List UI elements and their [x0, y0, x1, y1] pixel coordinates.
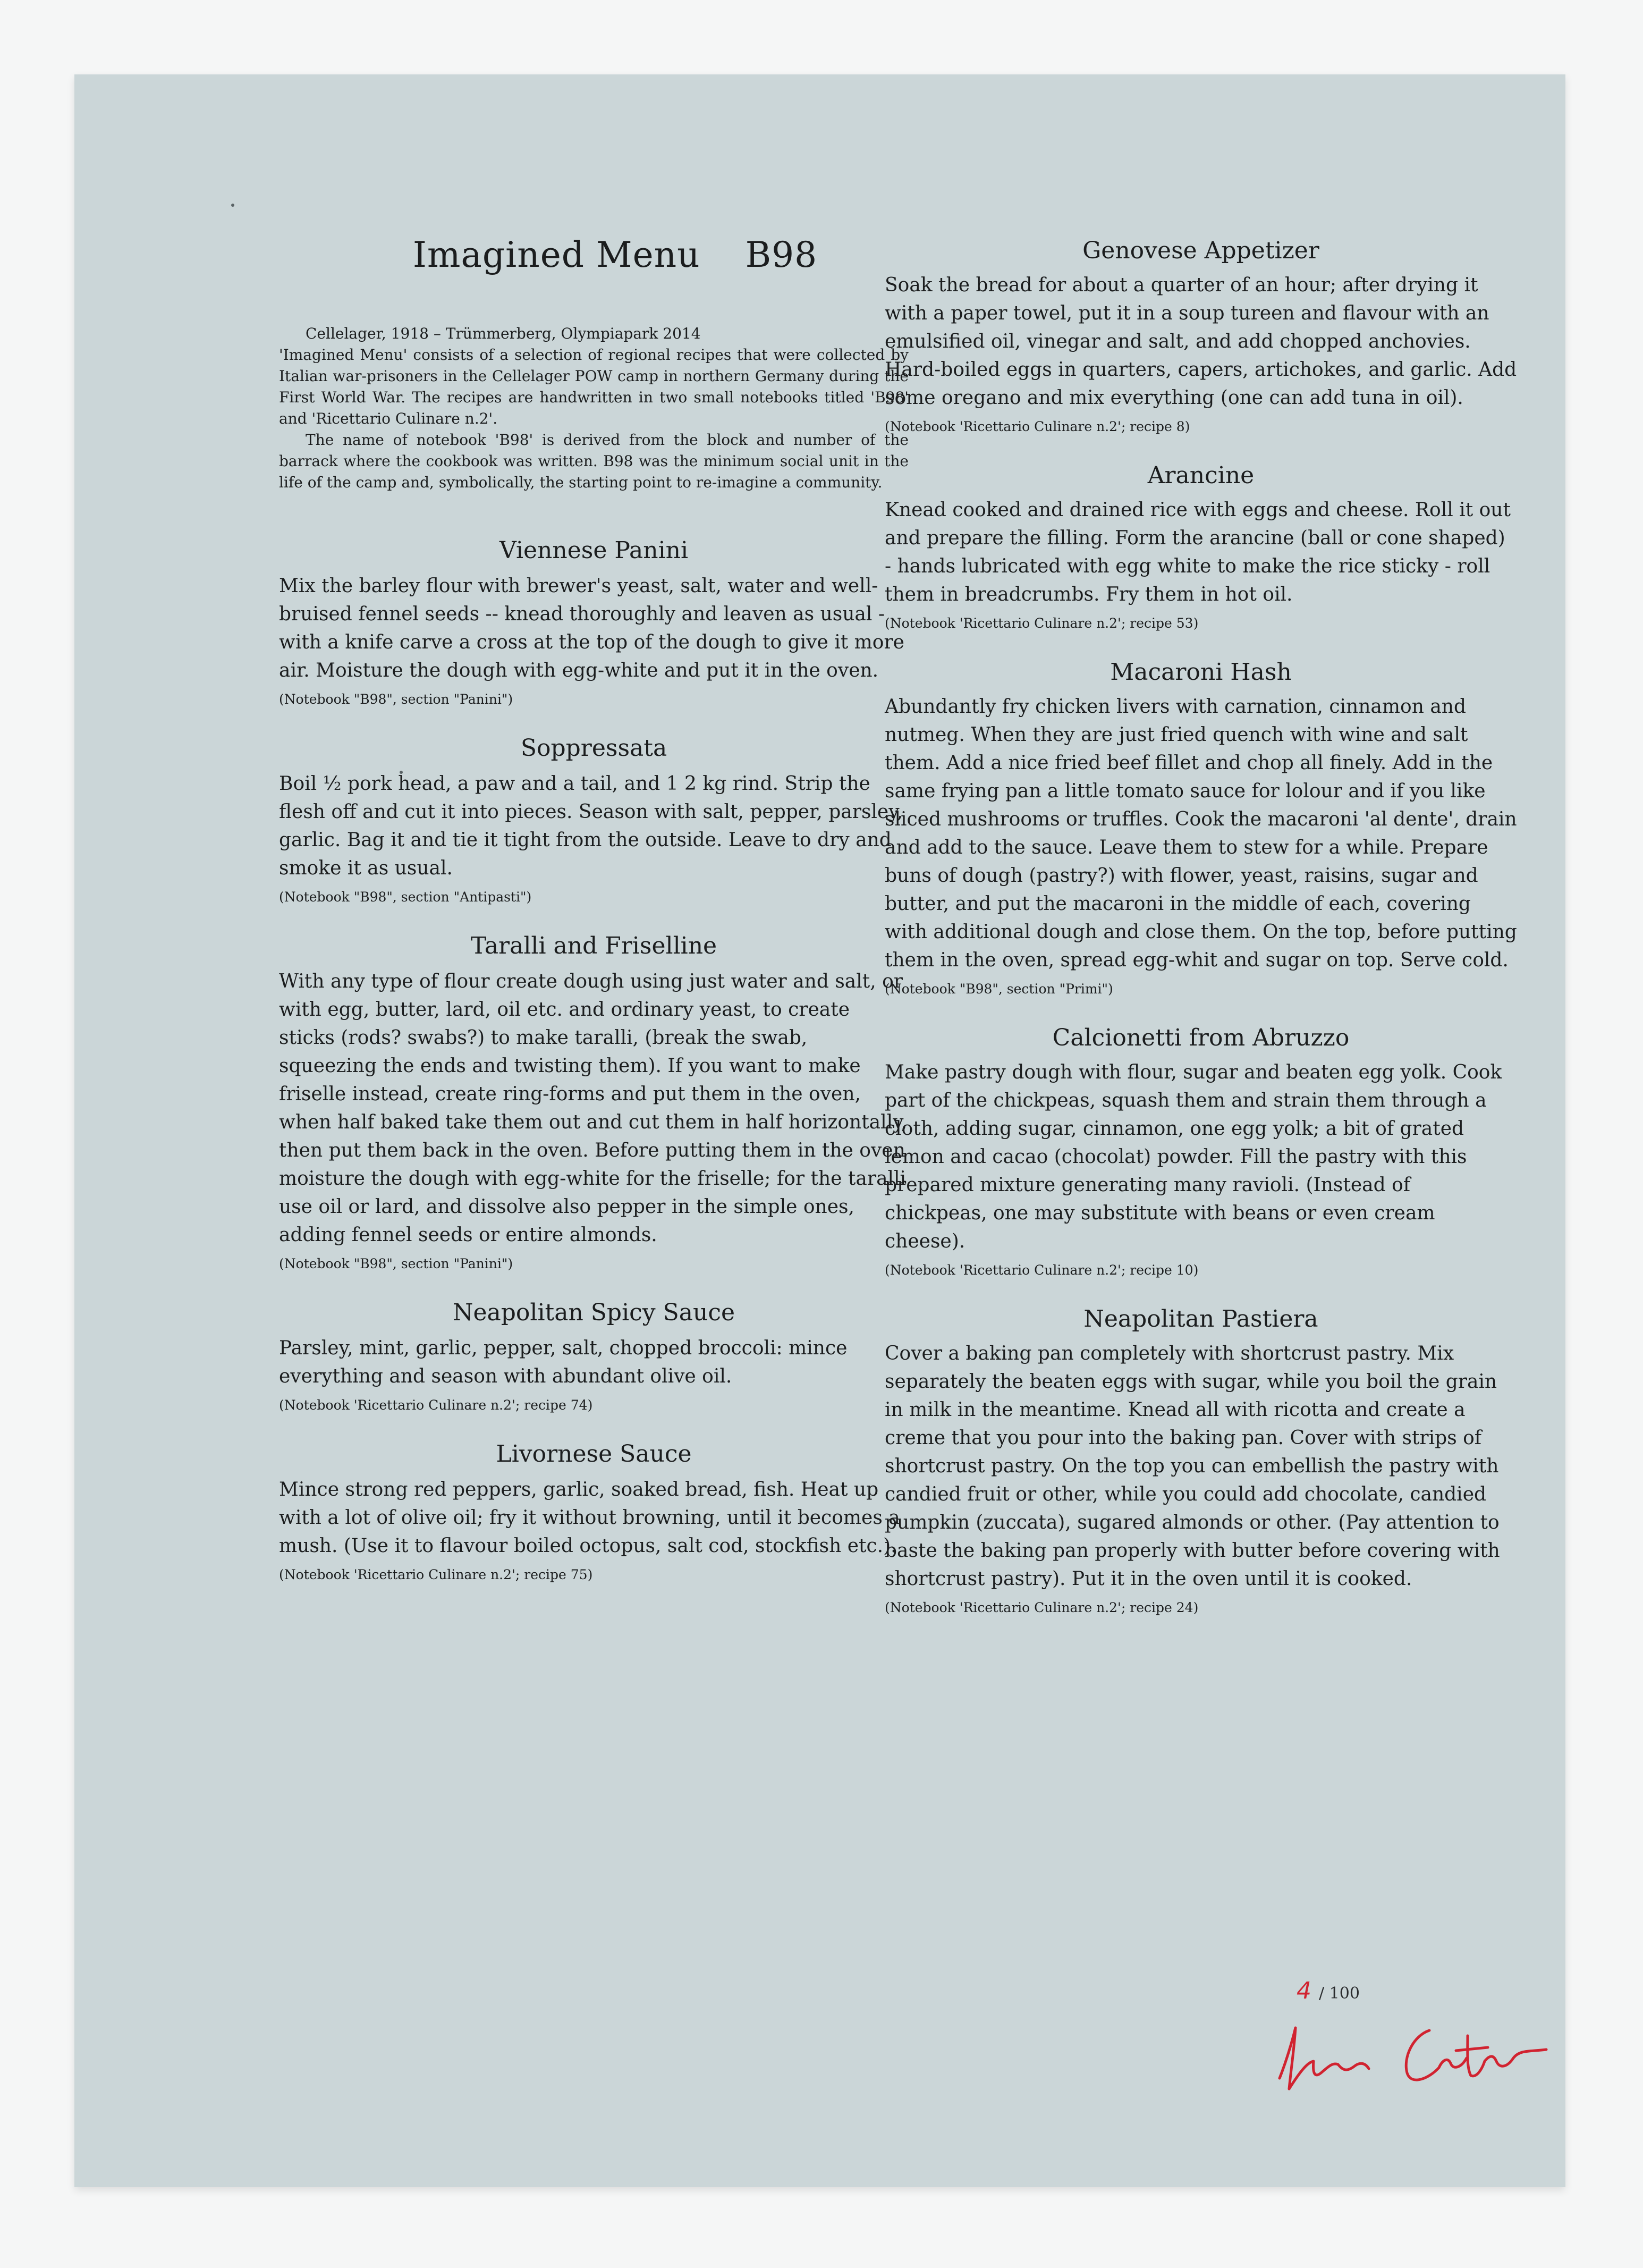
recipe-arancine [885, 460, 1517, 634]
recipe-body: Abundantly fry chicken livers with carnation, cinnamon and nutmeg. When they are just fried quench with wine and salt them. Add a nice fried beef fillet and chop all finely. Add in the same frying pan a little tomato sauce for lolour and if you like sliced mushrooms or truffles. Cook the macaroni 'al dente', drain and add to the sauce. Leave them to stew for a while. Prepare buns of dough (pastry?) with flower, yeast, raisins, sugar and butter, and put the macaroni in the middle of each, covering with additional dough and close them. On the top, before putting them in the oven, spread egg-whit and sugar on top. Serve cold. [885, 696, 1517, 971]
recipe-title: Calcionetti from Abruzzo [1052, 1024, 1350, 1051]
recipe-neapolitan-pastiera [885, 1303, 1517, 1618]
recipe-source: (Notebook "B98", section "Panini") [279, 1256, 513, 1271]
intro-paragraph: The name of notebook 'B98' is derived from the block and number of the barrack where the cookbook was written. B98 was the minimum social unit in the life of the camp and, symbolically, the starting point to re-imagine a community. [279, 431, 909, 491]
recipe-source: (Notebook "B98", section "Panini") [279, 692, 513, 707]
recipe-source: (Notebook 'Ricettario Culinare n.2'; recipe 75) [279, 1567, 593, 1582]
recipe-title: Viennese Panini [499, 537, 689, 564]
recipe-viennese-panini [279, 535, 909, 710]
recipe-body: Cover a baking pan completely with shortcrust pastry. Mix separately the beaten eggs with sugar, while you boil the grain in milk in the meantime. Knead all with ricotta and create a creme that you pour into the baking pan. Cover with strips of shortcrust pastry. On the top you can embellish the pastry with candied fruit or other, while you could add chocolate, candied pumpkin (zuccata), sugared almonds or other. (Pay attention to baste the baking pan properly with butter before covering with shortcrust pastry). Put it in the oven until it is cooked. [885, 1343, 1500, 1590]
signature-stroke [1439, 2058, 1467, 2068]
recipe-title: Livornese Sauce [496, 1440, 692, 1468]
recipe-title: Macaroni Hash [1110, 659, 1292, 686]
signature-stroke [1468, 2036, 1485, 2076]
recipe-soppressata [279, 732, 909, 908]
intro-block [279, 323, 909, 493]
recipe-source: (Notebook 'Ricettario Culinare n.2'; recipe 24) [885, 1600, 1199, 1615]
left-column [279, 234, 909, 1608]
edition-total: / 100 [1319, 1984, 1360, 2003]
print-sheet [74, 74, 1565, 2187]
signature-stroke [1406, 2030, 1439, 2080]
title-code: B98 [745, 234, 818, 275]
recipe-title: Genovese Appetizer [1082, 237, 1319, 264]
recipe-genovese-appetizer [885, 235, 1517, 437]
paper-speck [231, 204, 234, 207]
recipe-body: Boil ½ pork head, a paw and a tail, and 1 2 kg rind. Strip the flesh off and cut it into pieces. Season with salt, pepper, parsley, garlic. Bag it and tie it tight from the outside. Leave to dry and smoke it as usual. [279, 773, 903, 879]
signature-stroke [1456, 2047, 1488, 2051]
recipe-macaroni-hash [885, 656, 1517, 1000]
recipe-source: (Notebook 'Ricettario Culinare n.2'; recipe 10) [885, 1262, 1199, 1278]
recipe-body: With any type of flour create dough using just water and salt, or with egg, butter, lard, oil etc. and ordinary yeast, to create sticks (rods? swabs?) to make taralli, (break the swab, squeezing the ends and twisting them). If you want to make friselle instead, create ring-forms and put them in the oven, when half baked take them out and cut them in half horizontally, then put them back in the oven. Before putting them in the oven moisture the dough with egg-white for the friselle; for the taralli use oil or lard, and dissolve also pepper in the simple ones, adding fennel seeds or entire almonds. [279, 971, 908, 1246]
right-column [885, 235, 1517, 1641]
recipe-body: Knead cooked and drained rice with eggs and cheese. Roll it out and prepare the filling. Form the arancine (ball or cone shaped) - hands lubricated with egg white to make the rice sticky - roll them in breadcrumbs. Fry them in hot oil. [885, 499, 1511, 605]
recipe-source: (Notebook 'Ricettario Culinare n.2'; recipe 53) [885, 616, 1199, 631]
intro-dateline: Cellelager, 1918 – Trümmerberg, Olympiapark 2014 [306, 325, 701, 342]
signature-stroke [1289, 2061, 1338, 2089]
recipe-title: Neapolitan Spicy Sauce [452, 1299, 735, 1326]
recipe-source: (Notebook "B98", section "Antipasti") [279, 889, 532, 905]
recipe-body: Mix the barley flour with brewer's yeast, salt, water and well-bruised fennel seeds -- knead thoroughly and leaven as usual - with a knife carve a cross at the top of the dough to give it more air. Moisture the dough with egg-white and put it in the oven. [279, 575, 904, 681]
recipe-body: Parsley, mint, garlic, pepper, salt, chopped broccoli: mince everything and season with abundant olive oil. [279, 1337, 848, 1387]
recipe-livornese-sauce [279, 1438, 909, 1586]
edition-copy-number: 4 [1297, 1977, 1311, 2004]
recipe-title: Soppressata [520, 735, 667, 762]
recipe-neapolitan-spicy-sauce [279, 1297, 909, 1416]
intro-paragraph: 'Imagined Menu' consists of a selection of regional recipes that were collected by Italian war-prisoners in the Cellelager POW camp in northern Germany during the First World War. The recipes are handwritten in two small notebooks titled 'B98' and 'Ricettario Culinare n.2'. [279, 346, 909, 427]
title-name: Imagined Menu [412, 234, 700, 275]
recipe-title: Taralli and Friselline [470, 932, 717, 959]
signature-stroke [1338, 2063, 1369, 2070]
recipe-title: Neapolitan Pastiera [1083, 1305, 1318, 1333]
signature-stroke [1485, 2050, 1546, 2066]
page-title [279, 234, 909, 276]
recipe-taralli-friselline [279, 930, 909, 1275]
recipe-body: Make pastry dough with flour, sugar and beaten egg yolk. Cook part of the chickpeas, squash them and strain them through a cloth, adding sugar, cinnamon, one egg yolk; a bit of grated lemon and cacao (chocolat) powder. Fill the pastry with this prepared mixture generating many ravioli. (Instead of chickpeas, one may substitute with beans or even cream cheese). [885, 1061, 1502, 1252]
recipe-source: (Notebook 'Ricettario Culinare n.2'; recipe 74) [279, 1397, 593, 1413]
recipe-body: Mince strong red peppers, garlic, soaked bread, fish. Heat up with a lot of olive oil; fry it without browning, until it becomes a mush. (Use it to flavour boiled octopus, salt cod, stockfish etc.). [279, 1479, 900, 1557]
recipe-source: (Notebook 'Ricettario Culinare n.2'; recipe 8) [885, 419, 1190, 434]
recipe-calcionetti [885, 1022, 1517, 1281]
signature-stroke [1280, 2028, 1295, 2089]
artist-signature [1270, 1999, 1568, 2105]
recipe-title: Arancine [1147, 462, 1255, 489]
recipe-source: (Notebook "B98", section "Primi") [885, 981, 1113, 997]
recipe-body: Soak the bread for about a quarter of an hour; after drying it with a paper towel, put it in a soup tureen and flavour with an emulsified oil, vinegar and salt, and add chopped anchovies. Hard-boiled eggs in quarters, capers, artichokes, and garlic. Add some oregano and mix everything (one can add tuna in oil). [885, 274, 1517, 409]
